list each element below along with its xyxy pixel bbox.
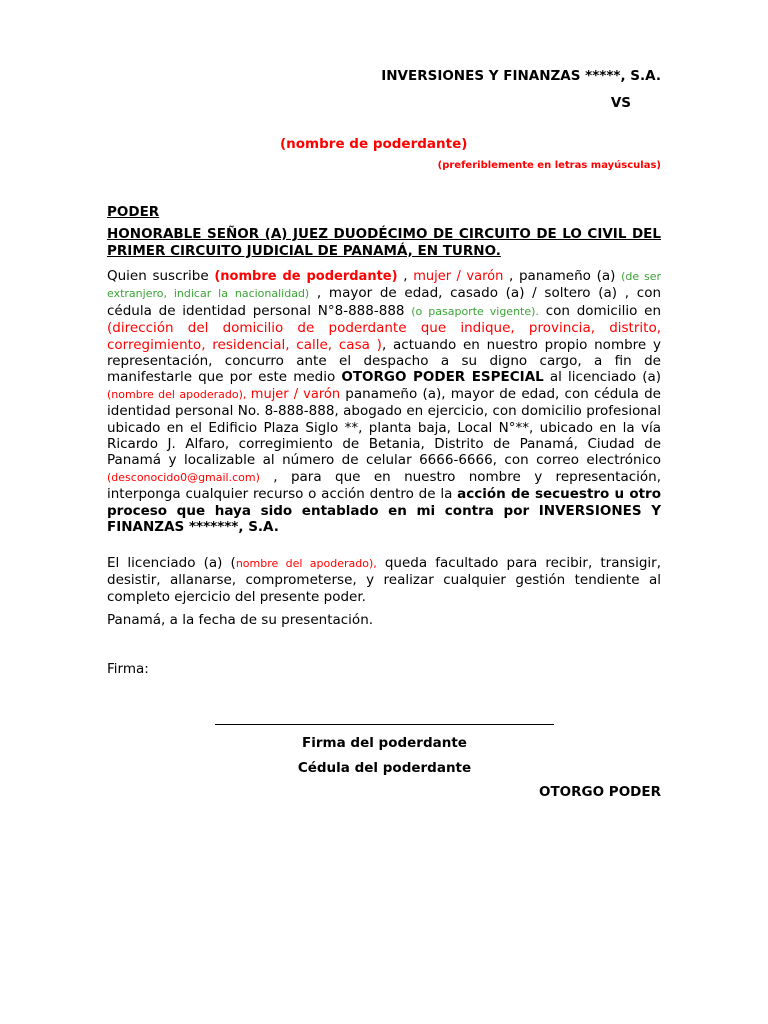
body-text: , para que en nuestro nombre y representación, interponga cualquier recurso o acción dentro de la [107, 468, 661, 503]
signature-line [215, 724, 554, 725]
date-place-line: Panamá, a la fecha de su presentación. [107, 612, 374, 628]
gender-placeholder: mujer / varón [250, 386, 341, 402]
company-heading: INVERSIONES Y FINANZAS *****, S.A. [381, 68, 661, 84]
passport-note: (o pasaporte vigente). [411, 304, 539, 318]
address-placeholder: (dirección del domicilio de poderdante que indique, provincia, distrito, corregimiento, residencial, calle, casa ) [107, 320, 661, 353]
versus-label: VS [610, 95, 631, 111]
signer-name-caption: Firma del poderdante [302, 735, 467, 751]
document-title: PODER [107, 204, 160, 220]
body-text: panameño (a), mayor de edad, con cédula de identidad personal No. 8-888-888, abogado en ejercicio, con domicilio profesional ubicado en el Edificio Plaza Siglo **, planta baja, Local N°**, ubicado en la vía Ricardo J. Alfaro, corregimiento de Betania, Distrito de Panamá, Ciudad de Panamá y localizable al número de celular 6666-6666, con correo electrónico [107, 385, 661, 469]
body-text: El licenciado (a) ( [107, 555, 236, 571]
seizure-action-clause: acción de secuestro u otro proceso que haya sido entablado en mi contra por INVERSIONES Y FINANZAS *******, S.A. [107, 486, 661, 536]
body-text: , actuando en nuestro propio nombre y representación, concurro ante el despacho a su digno cargo, a fin de manifestarle que por este medio [107, 336, 661, 386]
signer-id-caption: Cédula del poderdante [297, 760, 472, 776]
body-text: , [397, 268, 414, 284]
uppercase-preference-note: (preferiblemente en letras mayúsculas) [437, 160, 661, 171]
gender-placeholder: mujer / varón [413, 269, 504, 284]
special-power-grant: OTORGO PODER ESPECIAL [341, 369, 544, 386]
signature-label: Firma: [107, 661, 149, 677]
nationality-note: (de ser extranjero, indicar la nacionalidad) [107, 270, 661, 301]
attorney-name-placeholder: nombre del apoderado), [235, 557, 377, 570]
poderdante-placeholder: (nombre de poderdante) [214, 269, 398, 284]
body-text: Quien suscribe [107, 268, 215, 284]
grant-closing: OTORGO PODER [538, 784, 661, 800]
body-text: con domicilio en [538, 302, 662, 319]
body-text: , mayor de edad, casado (a) / soltero (a) , con cédula de identidad personal N°8-888-888 [107, 285, 662, 319]
power-of-attorney-paragraph [107, 268, 661, 536]
body-text: , panameño (a) [503, 268, 622, 284]
attorney-name-placeholder: (nombre del apoderado), [107, 387, 251, 401]
addressee-heading: HONORABLE SEÑOR (A) JUEZ DUODÉCIMO DE CIRCUITO DE LO CIVIL DEL PRIMER CIRCUITO JUDICIAL DE PANAMÁ, EN TURNO. [107, 226, 661, 259]
poderdante-name-placeholder: (nombre de poderdante) [280, 136, 468, 152]
body-text: queda facultado para recibir, transigir, desistir, allanarse, comprometerse, y realizar cualquier gestión tendiente al completo ejercicio del presente poder. [107, 555, 662, 605]
attorney-powers-paragraph [107, 555, 661, 605]
email-placeholder: (desconocido0@gmail.com) [107, 470, 260, 484]
body-text: al licenciado (a) [543, 369, 661, 386]
